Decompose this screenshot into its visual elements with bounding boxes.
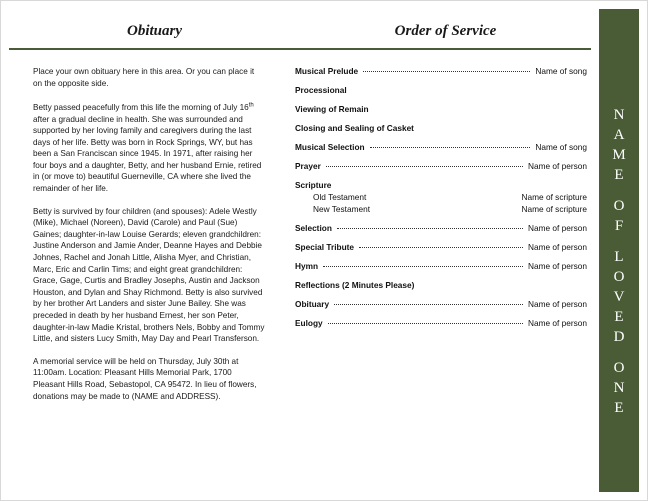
column-headers <box>9 9 591 47</box>
service-item-eulogy <box>295 318 587 328</box>
service-item-hymn <box>295 261 587 271</box>
service-subitem-value: Name of scripture <box>521 192 587 202</box>
service-item-label: Prayer <box>295 161 321 171</box>
name-spine-band <box>599 9 639 492</box>
obituary-paragraph-text: Betty passed peacefully from this life the morning of July 16th after a gradual decline in health. She was surrounded and supported by her loving family and caregivers during the last days of her life. Betty was born in Rock Springs, WY, but has been a San Franciscan since 1945. In 1971, after raising her four boys and a daughter, Betty, and her husband Ernie, retired in (or move to) beautiful Guerneville, CA where she lived the remainder of her life. <box>33 102 262 194</box>
obituary-paragraph: Betty is survived by four children (and spouses): Adele Westly (Mike), Michael (Noreen), David (Carole) and Paul (Sue) Gaines; daughter-in-law Louise Gerards; eleven grandchildren: Justine Anderson and Jamie Ander, Deanne Hayes and Debbie Johnes, Rachel and Jonah Little, Alisha Myer, and Christian, Marc, Eric and Carlin Tims; and eight great grandchildren: Grace, Gage, Curtis and Bradley Josephs, Austin and Jackson Houston, and Dylan and Shay Richmond. Betty is also survived by her brother Art Landers and sister June Bailey. She was preceded in death by her husband Ernest, her son Peter, daughter-in-law Madie Kristal, brothers Nels, Bobby and Tommy Little, and sisters Lucy Smith, May Day and Pearl Transferson. <box>33 206 265 344</box>
service-item-value: Name of person <box>527 299 587 309</box>
dot-leader <box>337 227 523 229</box>
service-subitem-label: New Testament <box>313 204 371 214</box>
spine-letter: O <box>613 269 625 285</box>
order-of-service-column <box>281 66 591 413</box>
service-item-value: Name of song <box>535 66 587 76</box>
program-content <box>9 9 591 492</box>
spine-letter: O <box>613 360 625 376</box>
service-item-processional: Processional <box>295 85 347 95</box>
service-item-musical-prelude <box>295 66 587 76</box>
dot-leader <box>328 322 523 324</box>
spine-letter: A <box>613 127 625 143</box>
service-item-obituary <box>295 299 587 309</box>
service-item-value: Name of person <box>527 261 587 271</box>
service-item-viewing-of-remain: Viewing of Remain <box>295 104 369 114</box>
service-item-musical-selection <box>295 142 587 152</box>
service-item-prayer <box>295 161 587 171</box>
spine-letter: N <box>613 380 625 396</box>
spine-letter: N <box>613 107 625 123</box>
columns <box>9 50 591 413</box>
service-item-label: Hymn <box>295 261 319 271</box>
dot-leader <box>359 246 523 248</box>
order-of-service-header: Order of Service <box>394 23 497 39</box>
service-item-value: Name of person <box>527 318 587 328</box>
service-item-label: Musical Prelude <box>295 66 359 76</box>
service-item-value: Name of person <box>527 161 587 171</box>
obituary-paragraph <box>33 100 265 194</box>
service-item-closing-and-sealing-of-casket: Closing and Sealing of Casket <box>295 123 414 133</box>
dot-leader <box>326 165 523 167</box>
spine-letter: M <box>612 147 626 163</box>
service-item-label: Obituary <box>295 299 330 309</box>
service-item-value: Name of song <box>535 142 587 152</box>
obituary-paragraph: Place your own obituary here in this area. Or you can place it on the opposite side. <box>33 67 255 88</box>
service-item-value: Name of person <box>527 223 587 233</box>
obituary-header: Obituary <box>126 23 182 39</box>
service-subitem-old-testament <box>295 192 587 202</box>
service-item-label: Special Tribute <box>295 242 355 252</box>
service-subitem-new-testament <box>295 204 587 214</box>
service-item-label: Musical Selection <box>295 142 365 152</box>
service-item-reflections: Reflections (2 Minutes Please) <box>295 280 415 290</box>
dot-leader <box>323 265 523 267</box>
service-item-label: Selection <box>295 223 332 233</box>
service-item-scripture <box>295 180 587 214</box>
service-item-label: Eulogy <box>295 318 323 328</box>
service-item-value: Name of person <box>527 242 587 252</box>
spine-letter: E <box>614 167 624 183</box>
service-subitem-label: Old Testament <box>313 192 367 202</box>
dot-leader <box>363 70 530 72</box>
obituary-paragraph: A memorial service will be held on Thursday, July 30th at 11:00am. Location: Pleasant Hills Memorial Park, 1700 Pleasant Hills Road, Sebastopol, CA 95472. In lieu of flowers, donations may be made to (NAME and ADDRESS). <box>33 356 257 401</box>
service-item-label: Scripture <box>295 180 332 190</box>
service-item-selection <box>295 223 587 233</box>
service-item-scripture-heading <box>295 180 587 190</box>
spine-letter: E <box>614 400 624 416</box>
obituary-column <box>9 66 281 413</box>
spine-letter: E <box>614 309 624 325</box>
service-item-special-tribute <box>295 242 587 252</box>
spine-letter: O <box>613 198 625 214</box>
spine-letter: D <box>613 329 625 345</box>
spine-letter: F <box>614 218 624 234</box>
spine-letter: L <box>614 249 624 265</box>
spine-letters <box>612 105 625 418</box>
dot-leader <box>334 303 523 305</box>
dot-leader <box>370 146 531 148</box>
service-subitem-value: Name of scripture <box>521 204 587 214</box>
spine-letter: V <box>613 289 625 305</box>
